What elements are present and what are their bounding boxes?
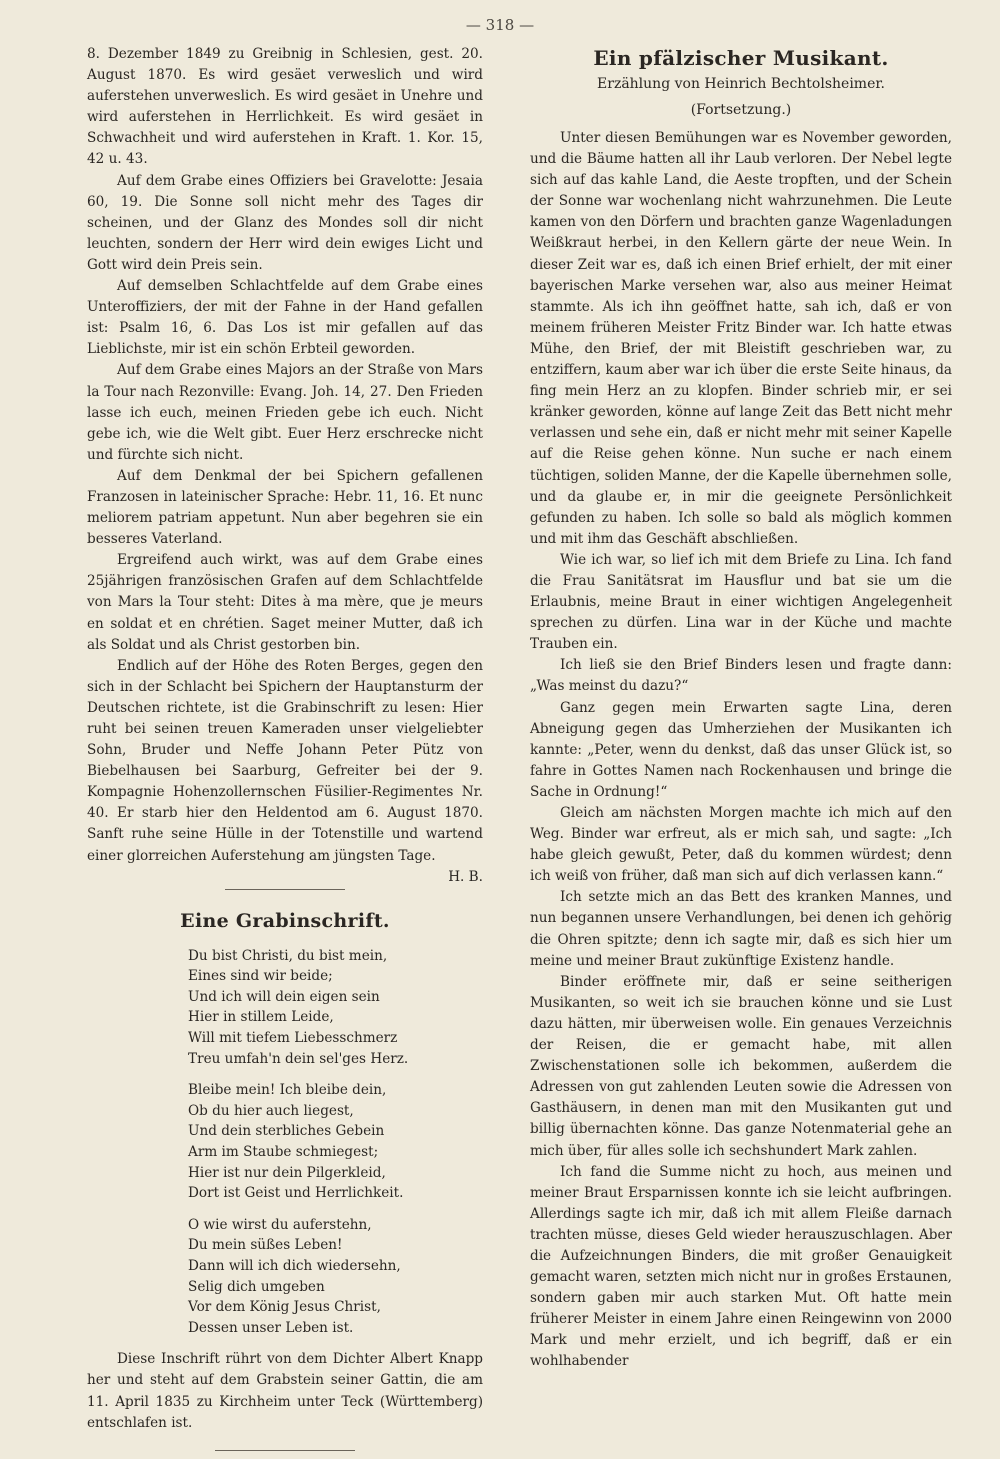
poem-line: Ob du hier auch liegest, xyxy=(188,1102,354,1119)
stanza-1 xyxy=(188,946,483,1070)
poem-line: Du mein süßes Leben! xyxy=(188,1237,343,1254)
left-paragraph-4: Auf dem Grabe eines Majors an der Straße von Mars la Tour nach Rezonville: Evang. Joh. 14, 27. Den Frieden lasse ich euch, meinen Frieden gebe ich euch. Nicht gebe ich, wie die Welt gibt. Euer Herz erschrecke nicht und fürchte sich nicht. xyxy=(87,362,483,463)
poem-line: Bleibe mein! Ich bleibe dein, xyxy=(188,1082,387,1099)
poem-line: Dessen unser Leben ist. xyxy=(188,1319,354,1336)
poem-line: Dann will ich dich wiedersehn, xyxy=(188,1257,401,1274)
stanza-3 xyxy=(188,1215,483,1339)
story-text xyxy=(530,128,952,1373)
poem-line: Dort ist Geist und Herrlichkeit. xyxy=(188,1185,404,1202)
story-paragraph-7: Binder eröffnete mir, daß er seine seitherigen Musikanten, so weit ich sie brauchen könne und sie Lust dazu hätten, mir überweisen wolle. Ein genaues Verzeichnis der Reisen, die er gemacht habe, mit allen Zwischenstationen solle ich bekommen, außerdem die Adressen von gut zahlenden Leuten sowie die Adressen von Gasthäusern, in denen man mit den Musikanten gut und billig übernachten könne. Das ganze Notenmaterial gehe an mich über, für alles solle ich sechshundert Mark zahlen. xyxy=(530,973,952,1159)
left-paragraph-5: Auf dem Denkmal der bei Spichern gefallenen Franzosen in lateinischer Sprache: Hebr. 11, 16. Et nunc meliorem patriam appetunt. Nun aber begehren sie ein besseres Vaterland. xyxy=(87,467,483,548)
left-paragraph-6: Ergreifend auch wirkt, was auf dem Grabe eines 25jährigen französischen Grafen auf dem Schlachtfelde von Mars la Tour steht: Dites à ma mère, que je meurs en soldat et en chrétien. Saget meiner Mutter, daß ich als Soldat und als Christ gestorben bin. xyxy=(87,552,483,653)
poem-closing: Diese Inschrift rührt von dem Dichter Albert Knapp her und steht auf dem Grabstein seiner Gattin, die am 11. April 1835 zu Kirchheim unter Teck (Württemberg) entschlafen ist. xyxy=(87,1351,483,1431)
poem-line: Hier ist nur dein Pilgerkleid, xyxy=(188,1164,386,1181)
left-paragraph-2: Auf dem Grabe eines Offiziers bei Gravelotte: Jesaia 60, 19. Die Sonne soll nicht mehr des Tages dir scheinen, und der Glanz des Mondes soll dir nicht leuchten, sondern der Herr wird dein ewiges Licht und Gott wird dein Preis sein. xyxy=(87,172,483,273)
poem-line: Selig dich umgeben xyxy=(188,1278,325,1295)
left-paragraph-3: Auf demselben Schlachtfelde auf dem Grabe eines Unteroffiziers, der mit der Fahne in der Hand gefallen ist: Psalm 16, 6. Das Los ist mir gefallen auf das Lieblichste, mir ist ein schön Erbteil geworden. xyxy=(87,278,483,358)
poem-line: Hier in stillem Leide, xyxy=(188,1009,334,1026)
left-text xyxy=(87,44,483,885)
left-paragraph-7-text: Endlich auf der Höhe des Roten Berges, gegen den sich in der Schlacht bei Spichern der Hauptansturm der Deutschen richtete, ist die Grabinschrift zu lesen: Hier ruht bei seinen treuen Kameraden unser vielgeliebter Sohn, Bruder und Neffe Johann Peter Pütz von Biebelhausen bei Saarburg, Gefreiter bei der 9. Kompagnie Hohenzollernschen Füsilier-Regimentes Nr. 40. Er starb hier den Heldentod am 6. August 1870. Sanft ruhe seine Hülle in der Totenstille und wartend einer glorreichen Auferstehung am jüngsten Tage. xyxy=(87,657,483,864)
end-divider xyxy=(215,1450,355,1451)
poem-line: Arm im Staube schmiegest; xyxy=(188,1144,379,1160)
poem-line: O wie wirst du auferstehn, xyxy=(188,1216,372,1233)
story-title: Ein pfälzischer Musikant. xyxy=(593,46,889,70)
story-paragraph-1: Unter diesen Bemühungen war es November geworden, und die Bäume hatten all ihr Laub verloren. Der Nebel legte sich auf das kahle Land, die Aeste tropften, und der Schein der Sonne war wochenlang nicht wahrzunehmen. Die Leute kamen von den Dörfern und brachten ganze Wagenladungen Weißkraut herbei, in den Kellern gärte der neue Wein. In dieser Zeit war es, daß ich einen Brief erhielt, der mit einer bayerischen Marke versehen war, also aus meiner Heimat stammte. Als ich ihn geöffnet hatte, sah ich, daß er von meinem früheren Meister Fritz Binder war. Ich hatte etwas Mühe, den Brief, der mit Bleistift geschrieben war, zu entziffern, kaum aber war ich über die erste Seite hinaus, da fing mein Herz an zu klopfen. Binder schrieb mir, er sei kränker geworden, könne auf lange Zeit das Bett nicht mehr verlassen und sehe ein, daß er nicht mehr mit seiner Kapelle auf die Reise gehen könne. Nun suche er nach einem tüchtigen, soliden Manne, der die Kapelle übernehmen solle, und da glaube er, in mir die geeignete Persönlichkeit gefunden zu haben. Ich solle so bald als möglich kommen und mit ihm das Geschäft abschließen. xyxy=(530,130,952,547)
story-paragraph-2: Wie ich war, so lief ich mit dem Briefe zu Lina. Ich fand die Frau Sanitätsrat im Hausflur und bat sie um die Erlaubnis, meine Braut in einer wichtigen Angelegenheit sprechen zu dürfen. Lina war in der Küche und machte Trauben ein. xyxy=(530,551,952,653)
poem-line: Treu umfah'n dein sel'ges Herz. xyxy=(188,1050,409,1067)
poem-title: Eine Grabinschrift. xyxy=(180,909,390,932)
left-column xyxy=(87,44,483,1459)
poem-line: Und dein sterbliches Gebein xyxy=(188,1123,385,1140)
story-paragraph-8: Ich fand die Summe nicht zu hoch, aus meinen und meiner Braut Ersparnissen konnte ich sie leicht aufbringen. Allerdings sagte ich mir, daß ich mit allem Fleiße darnach trachten müsse, dieses Geld wieder herauszuschlagen. Aber die Aufzeichnungen Binders, die mit großer Genauigkeit gemacht waren, setzten mich nicht nur in großes Erstaunen, sondern gaben mir auch starken Mut. Oft hatte mein früherer Meister in einem Jahre einen Reingewinn von 2000 Mark und mehr erzielt, und ich begriff, daß er ein wohlhabender xyxy=(530,1163,952,1370)
left-paragraph-1: 8. Dezember 1849 zu Greibnig in Schlesien, gest. 20. August 1870. Es wird gesäet verweslich und wird auferstehen unverweslich. Es wird gesäet in Unehre und wird auferstehen in Herrlichkeit. Es wird gesäet in Schwachheit und wird auferstehen in Kraft. 1. Kor. 15, 42 u. 43. xyxy=(87,46,483,168)
page-number: — 318 — xyxy=(465,16,535,34)
poem-line: Eines sind wir beide; xyxy=(188,968,333,985)
poem xyxy=(188,946,483,1339)
poem-line: Will mit tiefem Liebesschmerz xyxy=(188,1030,398,1047)
poem-note xyxy=(87,1349,483,1433)
story-subtitle: Erzählung von Heinrich Bechtolsheimer. xyxy=(597,76,885,92)
signature: H. B. xyxy=(448,868,483,885)
stanza-2 xyxy=(188,1080,483,1204)
right-column xyxy=(530,44,952,1373)
story-paragraph-6: Ich setzte mich an das Bett des kranken Mannes, und nun begannen unsere Verhandlungen, bei denen ich gehörig die Ohren spitzte; denn ich sagte mir, daß es sich hier um meine und meiner Braut zukünftige Existenz handle. xyxy=(530,889,952,969)
continuation-note: (Fortsetzung.) xyxy=(690,102,792,118)
poem-line: Vor dem König Jesus Christ, xyxy=(188,1299,381,1316)
left-paragraph-7 xyxy=(87,656,483,885)
poem-line: Und ich will dein eigen sein xyxy=(188,988,380,1005)
story-paragraph-5: Gleich am nächsten Morgen machte ich mich auf den Weg. Binder war erfreut, als er mich sah, und sagte: „Ich habe gleich gewußt, Peter, daß du kommen würdest; denn ich weiß von früher, daß man sich auf dich verlassen kann.“ xyxy=(530,805,952,885)
section-divider xyxy=(225,889,345,890)
story-paragraph-4: Ganz gegen mein Erwarten sagte Lina, deren Abneigung gegen das Umherziehen der Musikanten ich kannte: „Peter, wenn du denkst, daß das unser Glück ist, so fahre in Gottes Namen nach Rockenhausen und bringe die Sache in Ordnung!“ xyxy=(530,699,952,800)
story-paragraph-3: Ich ließ sie den Brief Binders lesen und fragte dann: „Was meinst du dazu?“ xyxy=(530,657,952,695)
poem-line: Du bist Christi, du bist mein, xyxy=(188,947,388,964)
